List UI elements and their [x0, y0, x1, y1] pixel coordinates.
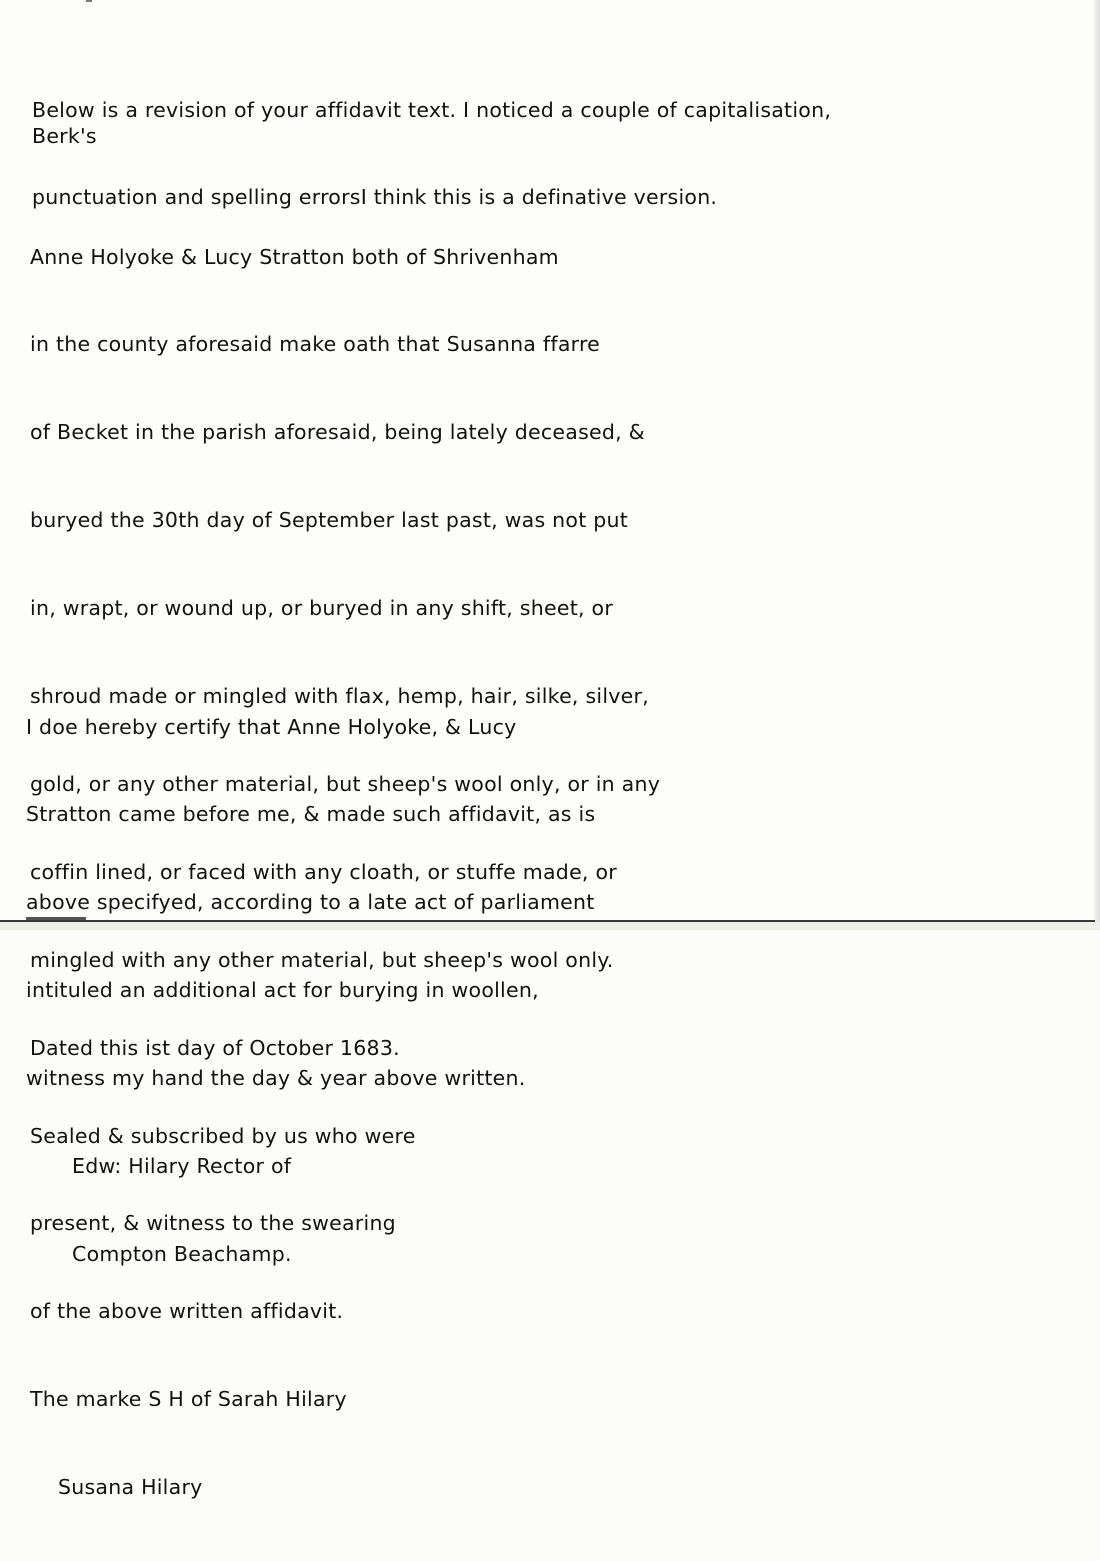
- affidavit-line: mingled with any other material, but sheep's wool only.: [30, 947, 614, 972]
- certificate-line: above specifyed, according to a late act of parliament: [26, 890, 595, 915]
- witness-name: Susana Hilary: [58, 1475, 203, 1500]
- scan-edge-right: [1094, 0, 1100, 930]
- affidavit-line: Dated this ist day of October 1683.: [30, 1035, 400, 1060]
- intro-line: Below is a revision of your affidavit text. I noticed a couple of capitalisation,: [32, 97, 832, 122]
- affidavit-line: shroud made or mingled with flax, hemp, hair, silke, silver,: [30, 684, 649, 709]
- county-heading: Berk's: [32, 124, 97, 148]
- affidavit-line: present, & witness to the swearing: [30, 1211, 396, 1236]
- affidavit-line: The marke S H of Sarah Hilary: [30, 1387, 347, 1412]
- affidavit-line: in, wrapt, or wound up, or buryed in any shift, sheet, or: [30, 596, 613, 621]
- affidavit-line: buryed the 30th day of September last past, was not put: [30, 508, 629, 533]
- affidavit-line: coffin lined, or faced with any cloath, or stuffe made, or: [30, 859, 617, 884]
- affidavit-line: of the above written affidavit.: [30, 1299, 344, 1324]
- certificate-line: Stratton came before me, & made such affidavit, as is: [26, 802, 596, 827]
- affidavit-line: in the county aforesaid make oath that Susanna ffarre: [30, 332, 601, 357]
- rector-parish: Compton Beachamp.: [72, 1241, 292, 1266]
- scan-mark: [86, 0, 92, 2]
- intro-line: punctuation and spelling errorsI think this is a definative version.: [32, 185, 718, 210]
- affidavit-line: gold, or any other material, but sheep's wool only, or in any: [30, 771, 661, 796]
- certificate-line: witness my hand the day & year above written.: [26, 1066, 526, 1091]
- rector-certificate: [26, 654, 595, 1328]
- affidavit-line: of Becket in the parish aforesaid, being lately deceased, &: [30, 420, 645, 445]
- certificate-line: I doe hereby certify that Anne Holyoke, & Lucy: [26, 714, 517, 739]
- rector-signature: Edw: Hilary Rector of: [72, 1154, 292, 1179]
- affidavit-line: Anne Holyoke & Lucy Stratton both of Shrivenham: [30, 244, 559, 269]
- certificate-line: intituled an additional act for burying in woollen,: [26, 978, 539, 1003]
- affidavit-line: Sealed & subscribed by us who were: [30, 1123, 416, 1148]
